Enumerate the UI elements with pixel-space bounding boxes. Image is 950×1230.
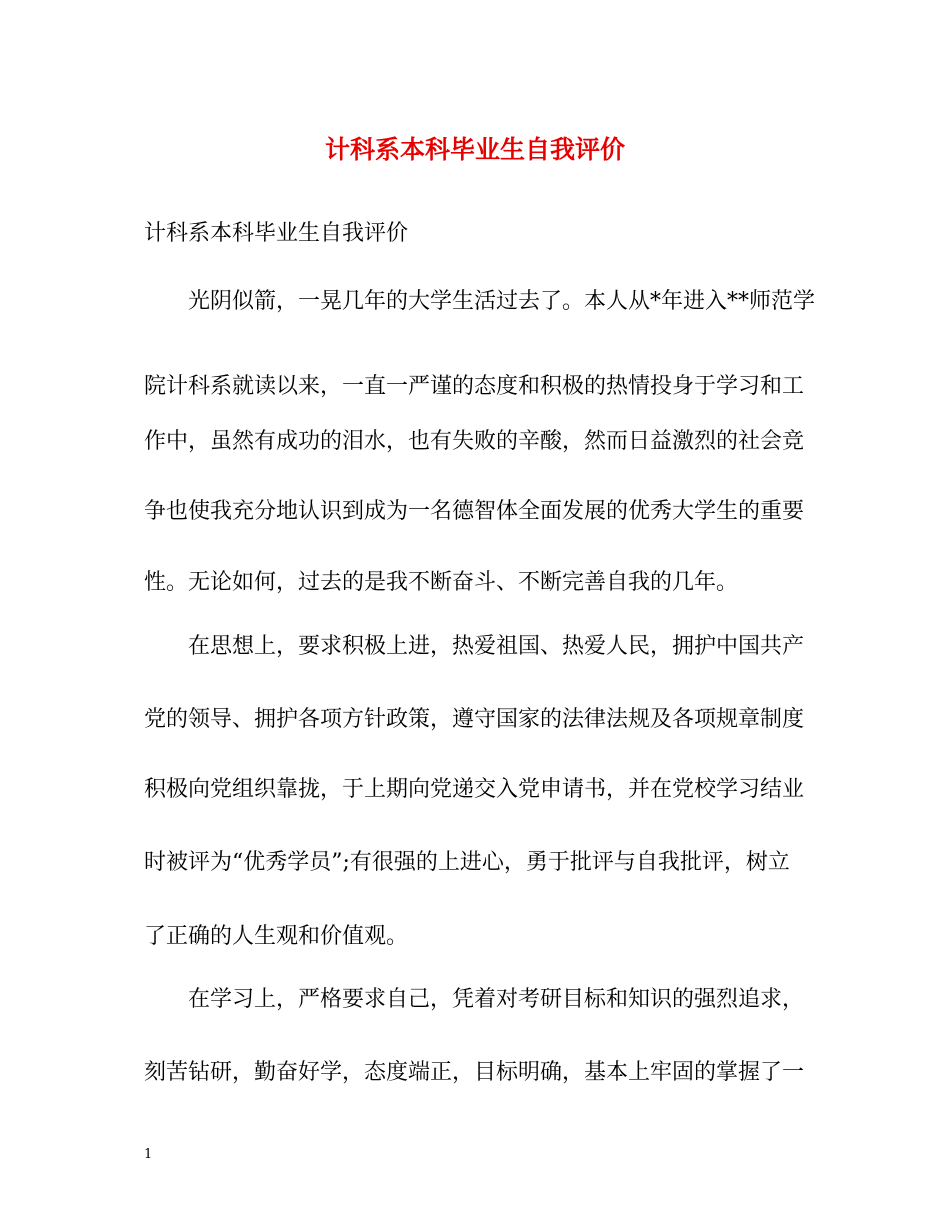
paragraph-line: 争也使我充分地认识到成为一名德智体全面发展的优秀大学生的重要 [144, 499, 805, 524]
paragraph-line: 党的领导、拥护各项方针政策，遵守国家的法律法规及各项规章制度 [144, 707, 805, 732]
paragraph-line: 在思想上，要求积极上进，热爱祖国、热爱人民，拥护中国共产 [188, 634, 805, 659]
paragraph-line: 光阴似箭，一晃几年的大学生活过去了。本人从*年进入**师范学 [188, 289, 816, 314]
paragraph-line: 在学习上，严格要求自己，凭着对考研目标和知识的强烈追求， [188, 987, 805, 1012]
paragraph-line: 院计科系就读以来，一直一严谨的态度和积极的热情投身于学习和工 [144, 374, 805, 399]
document-subtitle: 计科系本科毕业生自我评价 [144, 221, 409, 246]
paragraph-line: 时被评为“优秀学员”;有很强的上进心，勇于批评与自我批评，树立 [144, 850, 790, 875]
paragraph-line: 了正确的人生观和价值观。 [144, 924, 409, 949]
document-title: 计科系本科毕业生自我评价 [324, 135, 625, 164]
paragraph-line: 作中，虽然有成功的泪水，也有失败的辛酸，然而日益激烈的社会竞 [144, 429, 805, 454]
paragraph-line: 性。无论如何，过去的是我不断奋斗、不断完善自我的几年。 [144, 570, 739, 595]
page-number: 1 [144, 1147, 153, 1162]
paragraph-line: 积极向党组织靠拢，于上期向党递交入党申请书，并在党校学习结业 [144, 777, 805, 802]
paragraph-line: 刻苦钻研，勤奋好学，态度端正，目标明确，基本上牢固的掌握了一 [144, 1060, 805, 1085]
